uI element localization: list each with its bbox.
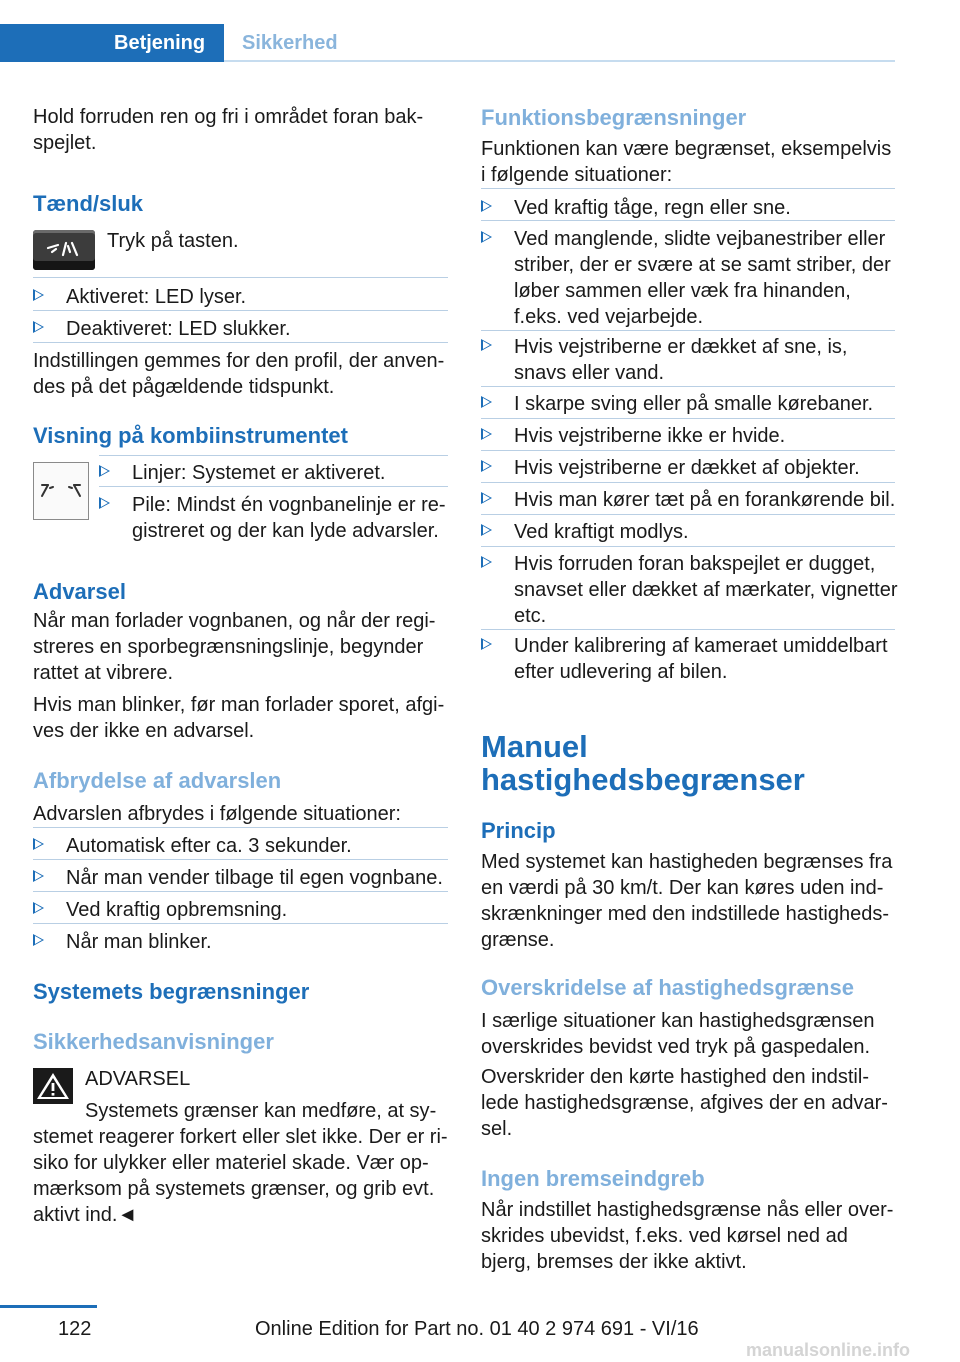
bullet-triangle-icon [481, 231, 492, 243]
bullet-triangle-icon [481, 339, 492, 351]
bullet-triangle-icon [99, 465, 110, 477]
list-item: I skarpe sving eller på smalle kørebaner. [481, 391, 899, 417]
bullet-triangle-icon [481, 524, 492, 536]
principle-text: Med systemet kan hastigheden begrænses fra en værdi på 30 km/t. Der kan køres uden indskrænkninger med den indstillede hastighedsgrænse. [481, 851, 893, 951]
divider [33, 342, 448, 343]
lane-button-icon [33, 230, 95, 270]
list-item: Ved kraftig opbremsning. [33, 897, 448, 923]
list-item: Automatisk efter ca. 3 sekunder. [33, 833, 448, 859]
list-item: Under kalibrering af kameraet umiddelbart efter udlevering af bilen. [481, 633, 899, 685]
profile-note: Indstillingen gemmes for den profil, der anvendes på det pågældende tidspunkt. [33, 350, 445, 398]
heading-warning: Advarsel [33, 579, 126, 604]
safety-text: Systemets grænser kan medføre, at systemet reagerer forkert eller slet ikke. Der er risiko for ulykker eller materiel skade. Vær opmærksom på systemets grænser, og grib evt. aktivt ind.◄ [33, 1100, 448, 1226]
heading-exceed-limit: Overskridelse af hastighedsgrænse [481, 975, 854, 1000]
bullet-triangle-icon [481, 638, 492, 650]
no-brake-text: Når indstillet hastighedsgrænse nås eller overskrides ubevidst, f.eks. ved kørsel ned ad bjerg, bremses der ikke aktivt. [481, 1199, 894, 1273]
bullet-triangle-icon [481, 396, 492, 408]
list-item: Hvis man kører tæt på en forankørende bil. [481, 487, 899, 513]
exceed-paragraph-2: Overskrider den kørte hastighed den indstillede hastighedsgrænse, afgives der en advarsel. [481, 1066, 888, 1140]
heading-function-limits: Funktionsbegrænsninger [481, 105, 747, 130]
bullet-triangle-icon [99, 497, 110, 509]
function-intro: Funktionen kan være begrænset, eksempelvis i følgende situationer: [481, 138, 892, 186]
list-item: Ved manglende, slidte vejbanestriber eller striber, der er svære at se samt striber, der løber sammen eller væk fra hinanden, f.eks. ved vejarbejde. [481, 226, 899, 330]
list-item: Deaktiveret: LED slukker. [33, 316, 448, 342]
list-item: Aktiveret: LED lyser. [33, 284, 448, 310]
footer-accent-line [0, 1305, 97, 1308]
divider [481, 188, 895, 189]
divider [481, 386, 895, 387]
list-item: Hvis vejstriberne er dækket af sne, is, snavs eller vand. [481, 334, 899, 386]
list-item: Ved kraftig tåge, regn eller sne. [481, 195, 899, 221]
heading-principle: Princip [481, 818, 556, 843]
page-number: 122 [58, 1318, 92, 1340]
heading-no-brake: Ingen bremseindgreb [481, 1166, 705, 1191]
heading-display: Visning på kombiinstrumentet [33, 423, 348, 448]
bullet-triangle-icon [33, 870, 44, 882]
list-item: Hvis forruden foran bakspejlet er dugget, snavset eller dækket af mærkater, vignetter etc. [481, 551, 899, 629]
bullet-triangle-icon [481, 460, 492, 472]
divider [481, 629, 895, 630]
tabs-underline [224, 60, 895, 62]
press-key-text: Tryk på tasten. [107, 230, 239, 252]
heading-interrupt: Afbrydelse af advarslen [33, 768, 282, 793]
divider [33, 859, 448, 860]
divider [481, 514, 895, 515]
divider [33, 277, 448, 278]
bullet-triangle-icon [481, 492, 492, 504]
divider [481, 220, 895, 221]
divider [481, 418, 895, 419]
list-item: Pile: Mindst én vognbanelinje er registreret og der kan lyde advarsler. [99, 492, 448, 544]
intro-paragraph: Hold forruden ren og fri i området foran bakspejlet. [33, 106, 424, 154]
chapter-tabs [0, 24, 895, 62]
tab-betjening[interactable]: Betjening [0, 24, 224, 62]
divider [33, 827, 448, 828]
divider [99, 486, 448, 487]
exceed-paragraph-1: I særlige situationer kan hastighedsgrænsen overskrides bevidst ved tryk på gaspedalen. [481, 1010, 875, 1058]
warning-paragraph-1: Når man forlader vognbanen, og når der registreres en sporbegrænsningslinje, begynder rattet at vibrere. [33, 610, 436, 684]
bullet-triangle-icon [33, 934, 44, 946]
divider [481, 450, 895, 451]
bullet-triangle-icon [33, 902, 44, 914]
divider [33, 310, 448, 311]
divider [481, 330, 895, 331]
heading-on-off: Tænd/sluk [33, 191, 144, 216]
bullet-triangle-icon [33, 838, 44, 850]
list-item: Linjer: Systemet er aktiveret. [99, 460, 448, 486]
divider [33, 923, 448, 924]
list-item: Hvis vejstriberne ikke er hvide. [481, 423, 899, 449]
divider [481, 482, 895, 483]
list-item: Ved kraftigt modlys. [481, 519, 899, 545]
divider [481, 546, 895, 547]
list-item: Hvis vejstriberne er dækket af objekter. [481, 455, 899, 481]
watermark: manualsonline.info [746, 1340, 911, 1360]
tab-sikkerhed[interactable]: Sikkerhed [242, 32, 338, 54]
interrupt-intro: Advarslen afbrydes i følgende situationer: [33, 803, 401, 825]
heading-limits: Systemets begrænsninger [33, 979, 310, 1004]
heading-safety: Sikkerhedsanvisninger [33, 1029, 274, 1054]
lane-display-icon [33, 462, 89, 520]
heading-manual-speed-limiter: Manuel hastighedsbegrænser [481, 729, 805, 797]
divider [99, 455, 448, 456]
bullet-triangle-icon [33, 289, 44, 301]
bullet-triangle-icon [33, 321, 44, 333]
list-item: Når man blinker. [33, 929, 448, 955]
bullet-triangle-icon [481, 556, 492, 568]
warning-paragraph-2: Hvis man blinker, før man forlader sporet, afgives der ikke en advarsel. [33, 694, 445, 742]
bullet-triangle-icon [481, 428, 492, 440]
footer-edition: Online Edition for Part no. 01 40 2 974 691 - VI/16 [255, 1318, 699, 1340]
list-item: Når man vender tilbage til egen vognbane. [33, 865, 448, 891]
divider [33, 891, 448, 892]
safety-label: ADVARSEL [85, 1068, 191, 1090]
bullet-triangle-icon [481, 200, 492, 212]
